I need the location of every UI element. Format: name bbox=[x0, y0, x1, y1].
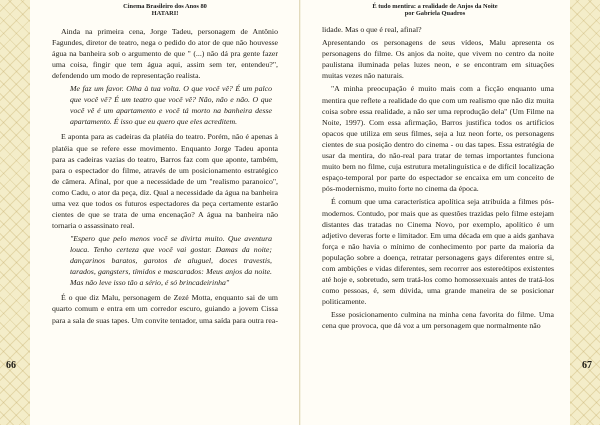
left-header-title: Cinema Brasileiro dos Anos 80 bbox=[123, 3, 207, 10]
right-running-head bbox=[300, 3, 570, 17]
book-gutter bbox=[299, 0, 301, 425]
left-quote-2: "Espero que pelo menos você se divirta muito. Que aventura louca. Tenho certeza que você vai gostar. Damas da noite; dançarinos baratos, garotos de aluguel, doces travestis, tarados, gangsters, tímidos e mascarados: Meus anjos da noite. Mas não leve isso tão a sério, é só brincadeirinha" bbox=[70, 234, 272, 288]
left-paragraph-2: E aponta para as cadeiras da platéia do teatro. Porém, não é apenas à platéia que se refere esse movimento. Enquanto Jorge Tadeu aponta para as cadeiras vazias do teatro, Barros faz com que aponte, também, para o espectador do filme, através de um posicionamento estratégico de câmera. Afinal, por que a necessidade de um "realismo paranoico", como Cadu, o ator da peça, diz. Qual a necessidade da água na banheira uma vez que todos os futuros espectadores da peça certamente estarão cientes de que se trata de uma encenação? A água na banheira não tornaria o assassinato real. bbox=[52, 132, 278, 231]
right-paragraph-1: lidade. Mas o que é real, afinal? bbox=[322, 25, 422, 34]
left-running-head bbox=[30, 3, 300, 17]
right-header-subtitle: por Gabriela Quadros bbox=[404, 10, 466, 18]
left-page-number: 66 bbox=[6, 360, 16, 371]
left-body-text bbox=[52, 26, 278, 328]
right-paragraph-4: É comum que uma característica apolítica seja atribuída a filmes pós-modernos. Contudo, por mais que as questões trazidas pelo filme estejam distantes das tratadas no Cinema Novo, por exemplo, apolítico é um adjetivo deveras forte e limitador. Em uma década em que a aids ganhava força e não havia o mínimo de conhecimento por parte da maioria da população sobre a doença, retratar personagens gays diferentes entre si, com ambições e vidas diferentes, sem recorrer aos estereótipos existentes até hoje e, sobretudo, sem tratá-los como homossexuais antes de tratá-los como pessoas, é, sem dúvida, uma grande maneira de se posicionar politicamente. bbox=[322, 197, 554, 307]
left-paragraph-3: É o que diz Malu, personagem de Zezé Motta, enquanto sai de um quarto comum e entra em um corredor escuro, guiando a jovem Cissa para a sala de suas tapes. Um convite tentador, uma saída para outra rea- bbox=[52, 293, 278, 325]
right-paragraph-5: Esse posicionamento culmina na minha cena favorita do filme. Uma cena que provoca, que dá voz a um personagem que normalmente não bbox=[322, 310, 554, 331]
right-paragraph-2: Apresentando os personagens de seus vídeos, Malu apresenta os personagens do filme. Os anjos da noite, que vivem no centro da noite paulistana iluminada pelas luzes neon, e se encontram em situações muitas vezes não naturais. bbox=[322, 38, 554, 81]
right-page bbox=[300, 0, 600, 425]
right-header-title: É tudo mentira: a realidade de Anjos da Noite bbox=[372, 3, 498, 10]
left-header-subtitle: HATARI! bbox=[151, 10, 179, 18]
right-body-text bbox=[322, 24, 554, 334]
right-page-number: 67 bbox=[582, 360, 592, 371]
left-quote-1: Me faz um favor. Olha à tua volta. O que você vê? É um palco que você vê? É um teatro que você vê? Não, não e não. O que você vê é um apartamento e você tá morto na banheira desse apartamento. É isso que eu quero que eles acreditem. bbox=[70, 84, 272, 127]
right-paragraph-3: "A minha preocupação é muito mais com a ficção enquanto uma mentira que reflete a realidade do que com um realismo que não diz muita coisa sobre essa realidade, a não ser uma reprodução dela" (Um Filme na Noite, 1997). Com essa afirmação, Barros justifica todos os artifícios opacos que utiliza em seus filmes, seja a luz neon forte, os personagens cientes de sua posição dentro do cinema - ou das tapes. Essa estratégia de usar da mentira, do não-real para tratar de temas importantes funciona muito bem no filme, cuja estrutura metalinguística e de difícil localização espaço-temporal por parte do espectador se encaixa em um conceito de pós-modernismo, muito forte no cinema da época. bbox=[322, 84, 554, 194]
left-paragraph-1: Ainda na primeira cena, Jorge Tadeu, personagem de Antônio Fagundes, diretor de teatro, nega o pedido do ator de que não houvesse água na banheira sob o argumento de que " (...) não dá pra gente fazer uma coisa, fingir que tem água aqui, assim sem ter, entendeu?", defendendo um modo de representação realista. bbox=[52, 27, 278, 81]
